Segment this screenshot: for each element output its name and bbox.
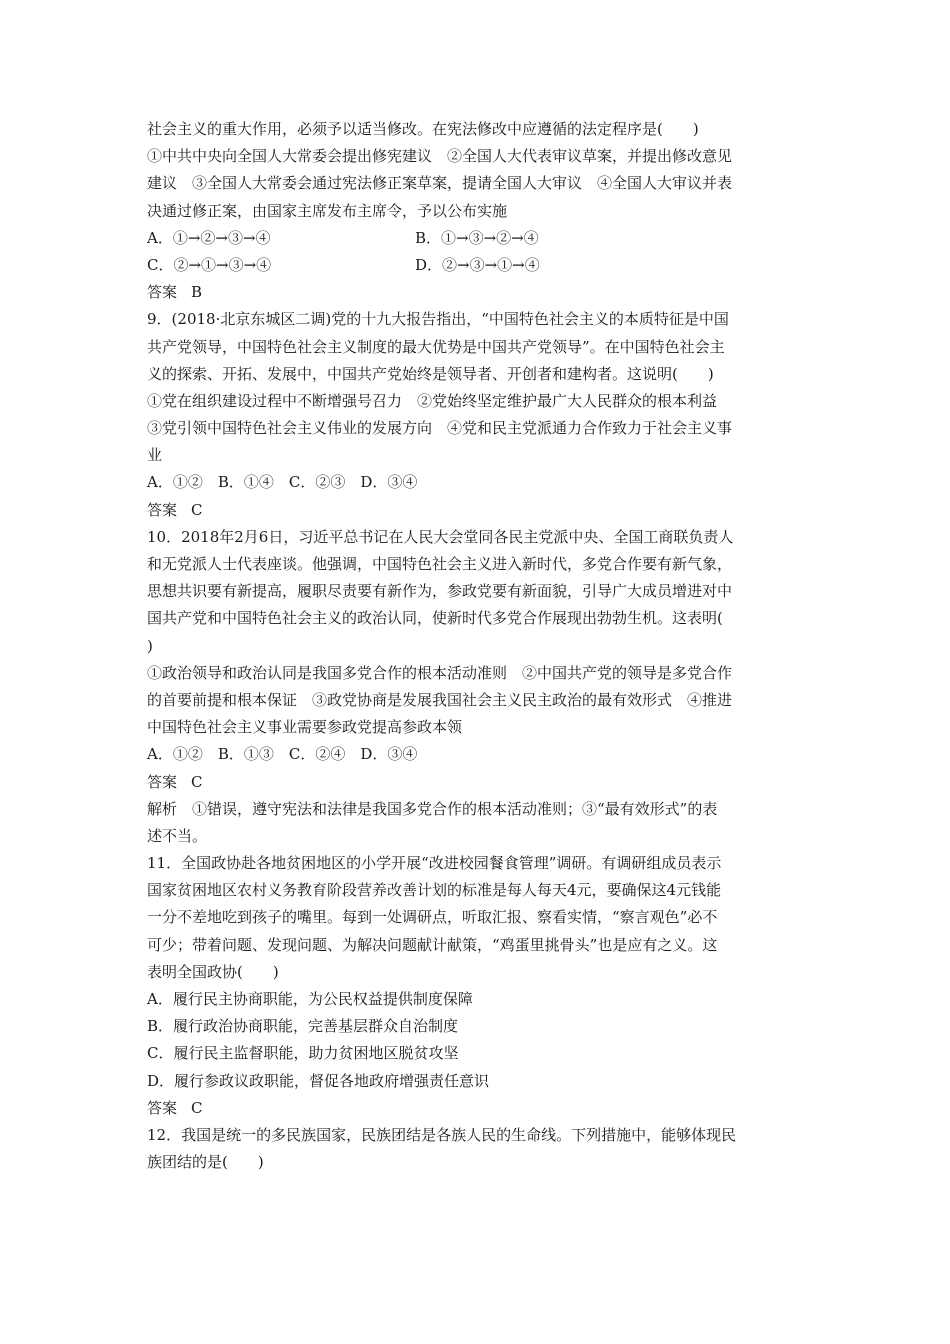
question-10-line: ): [147, 636, 153, 655]
question-8-statements-line: 决通过修正案，由国家主席发布主席令，予以公布实施: [147, 201, 508, 220]
question-12-line: 12．我国是统一的多民族国家，民族团结是各族人民的生命线。下列措施中，能够体现民: [147, 1125, 737, 1144]
option-d: D．②→③→①→④: [415, 255, 540, 274]
question-10: [147, 524, 811, 850]
question-9-line: 共产党领导，中国特色社会主义制度的最大优势是中国共产党领导”。在中国特色社会主: [147, 337, 725, 356]
question-9-line: 义的探索、开拓、发展中，中国共产党始终是领导者、开创者和建构者。这说明( ): [147, 364, 714, 383]
option-a: A．履行民主协商职能，为公民权益提供制度保障: [147, 990, 473, 1008]
answer-label: 答案: [147, 1098, 178, 1117]
question-9-answer: [147, 497, 811, 524]
question-10-line: 思想共识要有新提高，履职尽责要有新作为，参政党要有新面貌，引导广大成员增进对中: [147, 582, 733, 601]
question-12: [147, 1122, 811, 1176]
question-10-analysis: 述不当。: [147, 826, 208, 845]
question-10-line: 中国特色社会主义事业需要参政党提高参政本领: [147, 718, 463, 737]
question-9-line: 业: [147, 446, 163, 465]
question-8: [147, 116, 811, 306]
question-11-line: 可少；带着问题、发现问题、为解决问题献计献策，“鸡蛋里挑骨头”也是应有之义。这: [147, 935, 718, 954]
question-10-analysis: 解析 ①错误，遵守宪法和法律是我国多党合作的根本活动准则；③“最有效形式”的表: [147, 799, 718, 818]
answer-value: C: [191, 1098, 203, 1117]
question-10-line: 10．2018年2月6日，习近平总书记在人民大会堂同各民主党派中央、全国工商联负责人: [147, 527, 734, 546]
option-b: B．①→③→②→④: [415, 228, 539, 247]
question-12-line: 族团结的是( ): [147, 1153, 264, 1172]
question-9-line: ①党在组织建设过程中不断增强号召力 ②党始终坚定维护最广大人民群众的根本利益: [147, 391, 718, 410]
question-10-line: 的首要前提和根本保证 ③政党协商是发展我国社会主义民主政治的最有效形式 ④推进: [147, 690, 733, 709]
question-11-line: 11．全国政协赴各地贫困地区的小学开展“改进校园餐食管理”调研。有调研组成员表示: [147, 854, 722, 873]
question-8-statements-line: 建议 ③全国人大常委会通过宪法修正案草案，提请全国人大审议 ④全国人大审议并表: [147, 174, 733, 193]
question-8-options-row: [147, 252, 811, 279]
question-11-line: 国家贫困地区农村义务教育阶段营养改善计划的标准是每人每天4元，要确保这4元钱能: [147, 881, 722, 900]
answer-value: C: [191, 772, 203, 791]
document-page: [147, 116, 811, 1176]
question-8-statements-line: ①中共中央向全国人大常委会提出修宪建议 ②全国人大代表审议草案，并提出修改意见: [147, 147, 733, 166]
question-11: [147, 850, 811, 1122]
question-8-answer: [147, 279, 811, 306]
question-8-stem: 社会主义的重大作用，必须予以适当修改。在宪法修改中应遵循的法定程序是( ): [147, 120, 699, 138]
answer-label: 答案: [147, 283, 178, 302]
option-c: C．履行民主监督职能，助力贫困地区脱贫攻坚: [147, 1044, 459, 1063]
option-d: D．履行参政议政职能，督促各地政府增强责任意识: [147, 1071, 490, 1090]
question-10-line: ①政治领导和政治认同是我国多党合作的根本活动准则 ②中国共产党的领导是多党合作: [147, 663, 733, 682]
question-10-answer: [147, 769, 811, 796]
answer-value: B: [191, 283, 203, 302]
answer-value: C: [191, 500, 203, 519]
question-9: [147, 306, 811, 524]
question-8-options-row: [147, 225, 811, 252]
option-b: B．履行政治协商职能，完善基层群众自治制度: [147, 1017, 459, 1036]
question-10-line: 和无党派人士代表座谈。他强调，中国特色社会主义进入新时代，多党合作要有新气象，: [147, 555, 733, 573]
option-a: A．①→②→③→④: [147, 228, 271, 247]
answer-label: 答案: [147, 500, 178, 519]
question-9-options: A．①② B．①④ C．②③ D．③④: [147, 473, 418, 492]
question-10-options: A．①② B．①③ C．②④ D．③④: [147, 745, 418, 764]
question-10-line: 国共产党和中国特色社会主义的政治认同，使新时代多党合作展现出勃勃生机。这表明(: [147, 609, 723, 628]
question-11-line: 一分不差地吃到孩子的嘴里。每到一处调研点，听取汇报、察看实情，“察言观色”必不: [147, 908, 718, 927]
question-9-line: ③党引领中国特色社会主义伟业的发展方向 ④党和民主党派通力合作致力于社会主义事: [147, 419, 733, 438]
question-11-line: 表明全国政协( ): [147, 962, 279, 981]
question-9-line: 9．(2018·北京东城区二调)党的十九大报告指出，“中国特色社会主义的本质特征是中国: [147, 310, 729, 329]
answer-label: 答案: [147, 772, 178, 791]
question-11-answer: [147, 1095, 811, 1122]
option-c: C．②→①→③→④: [147, 255, 272, 274]
